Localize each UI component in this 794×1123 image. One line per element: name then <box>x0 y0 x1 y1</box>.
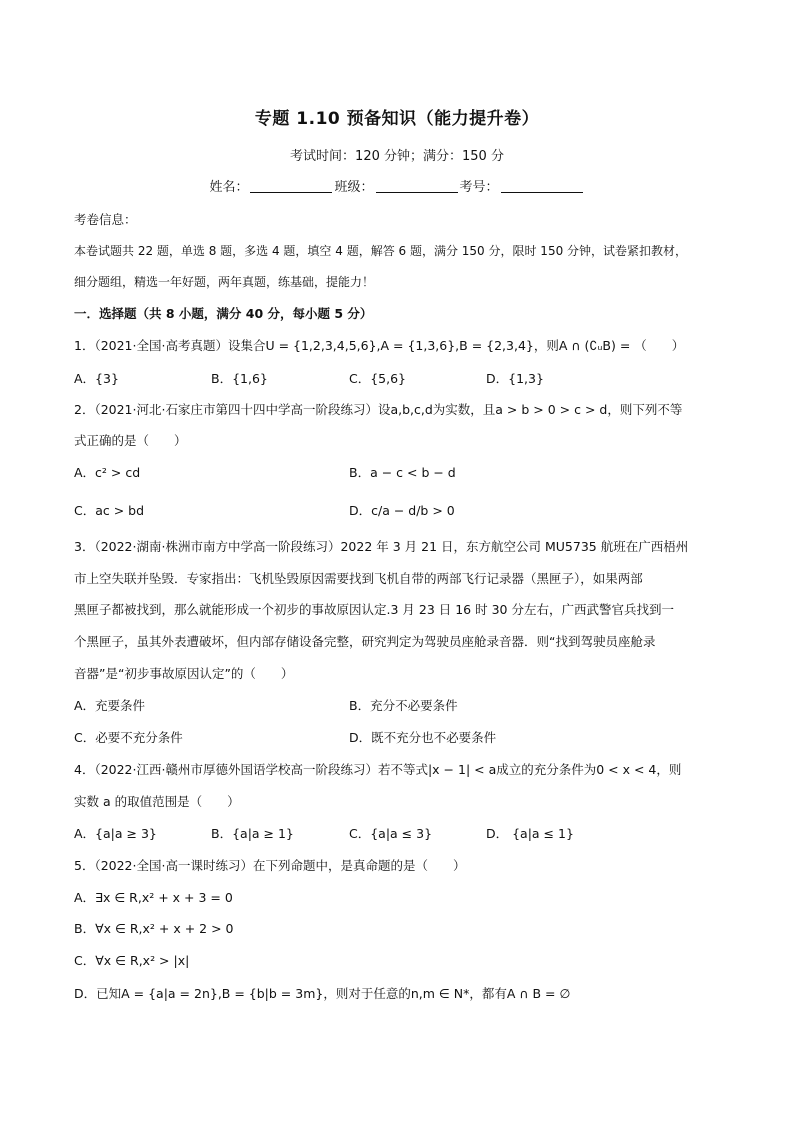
question-3-line-2: 市上空失联并坠毁．专家指出：飞机坠毁原因需要找到飞机自带的两部飞行记录器（黑匣子），如果两部 <box>74 571 643 586</box>
name-label: 姓名： <box>209 180 249 195</box>
q2-option-d: D．c/a − d/b > 0 <box>349 503 455 518</box>
class-label: 班级： <box>334 180 374 195</box>
info-heading: 考卷信息： <box>74 212 137 227</box>
q1-option-b: B．{1,6} <box>211 371 268 386</box>
question-2-stem-line-2: 式正确的是（ ） <box>74 433 187 448</box>
question-3-line-3: 黑匣子都被找到，那么就能形成一个初步的事故原因认定.3 月 23 日 16 时 30 分左右，广西武警官兵找到一 <box>74 602 674 617</box>
q3-option-d: D．既不充分也不必要条件 <box>349 730 497 745</box>
class-blank <box>376 178 458 193</box>
q1-option-a: A．{3} <box>74 371 119 386</box>
number-label: 考号： <box>459 180 499 195</box>
q4-option-d: D． {a|a ≤ 1} <box>486 826 574 841</box>
q5-option-d: D．已知A = {a|a = 2n},B = {b|b = 3m}，则对于任意的n,m ∈ N*，都有A ∩ B = ∅ <box>74 986 571 1001</box>
q1-option-d: D．{1,3} <box>486 371 544 386</box>
question-4-line-1: 4．（2022·江西·赣州市厚德外国语学校高一阶段练习）若不等式|x − 1| < a成立的充分条件为0 < x < 4，则 <box>74 762 682 777</box>
q5-option-a: A．∃x ∈ R,x² + x + 3 = 0 <box>74 890 233 905</box>
info-line-2: 细分题组，精选一年好题，两年真题，练基础，提能力！ <box>74 275 375 289</box>
question-4-line-2: 实数 a 的取值范围是（ ） <box>74 794 240 809</box>
question-3-line-1: 3．（2022·湖南·株洲市南方中学高一阶段练习）2022 年 3 月 21 日，东方航空公司 MU5735 航班在广西梧州 <box>74 539 689 554</box>
name-blank <box>250 178 332 193</box>
q4-option-b: B．{a|a ≥ 1} <box>211 826 294 841</box>
q3-option-c: C．必要不充分条件 <box>74 730 183 745</box>
question-3-line-5: 音器”是“初步事故原因认定”的（ ） <box>74 666 294 681</box>
q2-option-c: C．ac > bd <box>74 503 145 518</box>
q4-option-c: C．{a|a ≤ 3} <box>349 826 433 841</box>
student-info-line <box>0 176 794 195</box>
number-blank <box>501 178 583 193</box>
q3-option-a: A．充要条件 <box>74 698 146 713</box>
document-title: 专题 1.10 预备知识（能力提升卷） <box>254 109 540 129</box>
question-1-stem: 1．（2021·全国·高考真题）设集合U = {1,2,3,4,5,6},A = {1,3,6},B = {2,3,4}，则A ∩ (∁ᵤB) = （ ） <box>74 338 685 353</box>
q3-option-b: B．充分不必要条件 <box>349 698 458 713</box>
question-3-line-4: 个黑匣子，虽其外表遭破坏，但内部存储设备完整，研究判定为驾驶员座舱录音器．则“找到驾驶员座舱录 <box>74 634 656 649</box>
q4-option-a: A．{a|a ≥ 3} <box>74 826 157 841</box>
q5-option-c: C．∀x ∈ R,x² > |x| <box>74 953 190 968</box>
q2-option-a: A．c² > cd <box>74 465 141 480</box>
q5-option-b: B．∀x ∈ R,x² + x + 2 > 0 <box>74 921 234 936</box>
info-line-1: 本卷试题共 22 题，单选 8 题，多选 4 题，填空 4 题，解答 6 题，满分 150 分，限时 150 分钟，试卷紧扣教材， <box>74 244 688 258</box>
question-2-stem-line-1: 2．（2021·河北·石家庄市第四十四中学高一阶段练习）设a,b,c,d为实数，且a > b > 0 > c > d，则下列不等 <box>74 402 683 417</box>
section-heading: 一．选择题（共 8 小题，满分 40 分，每小题 5 分） <box>74 306 373 321</box>
q2-option-b: B．a − c < b − d <box>349 465 456 480</box>
question-5-stem: 5．（2022·全国·高一课时练习）在下列命题中，是真命题的是（ ） <box>74 858 466 873</box>
q1-option-c: C．{5,6} <box>349 371 407 386</box>
exam-time: 考试时间：120 分钟；满分：150 分 <box>290 149 504 164</box>
